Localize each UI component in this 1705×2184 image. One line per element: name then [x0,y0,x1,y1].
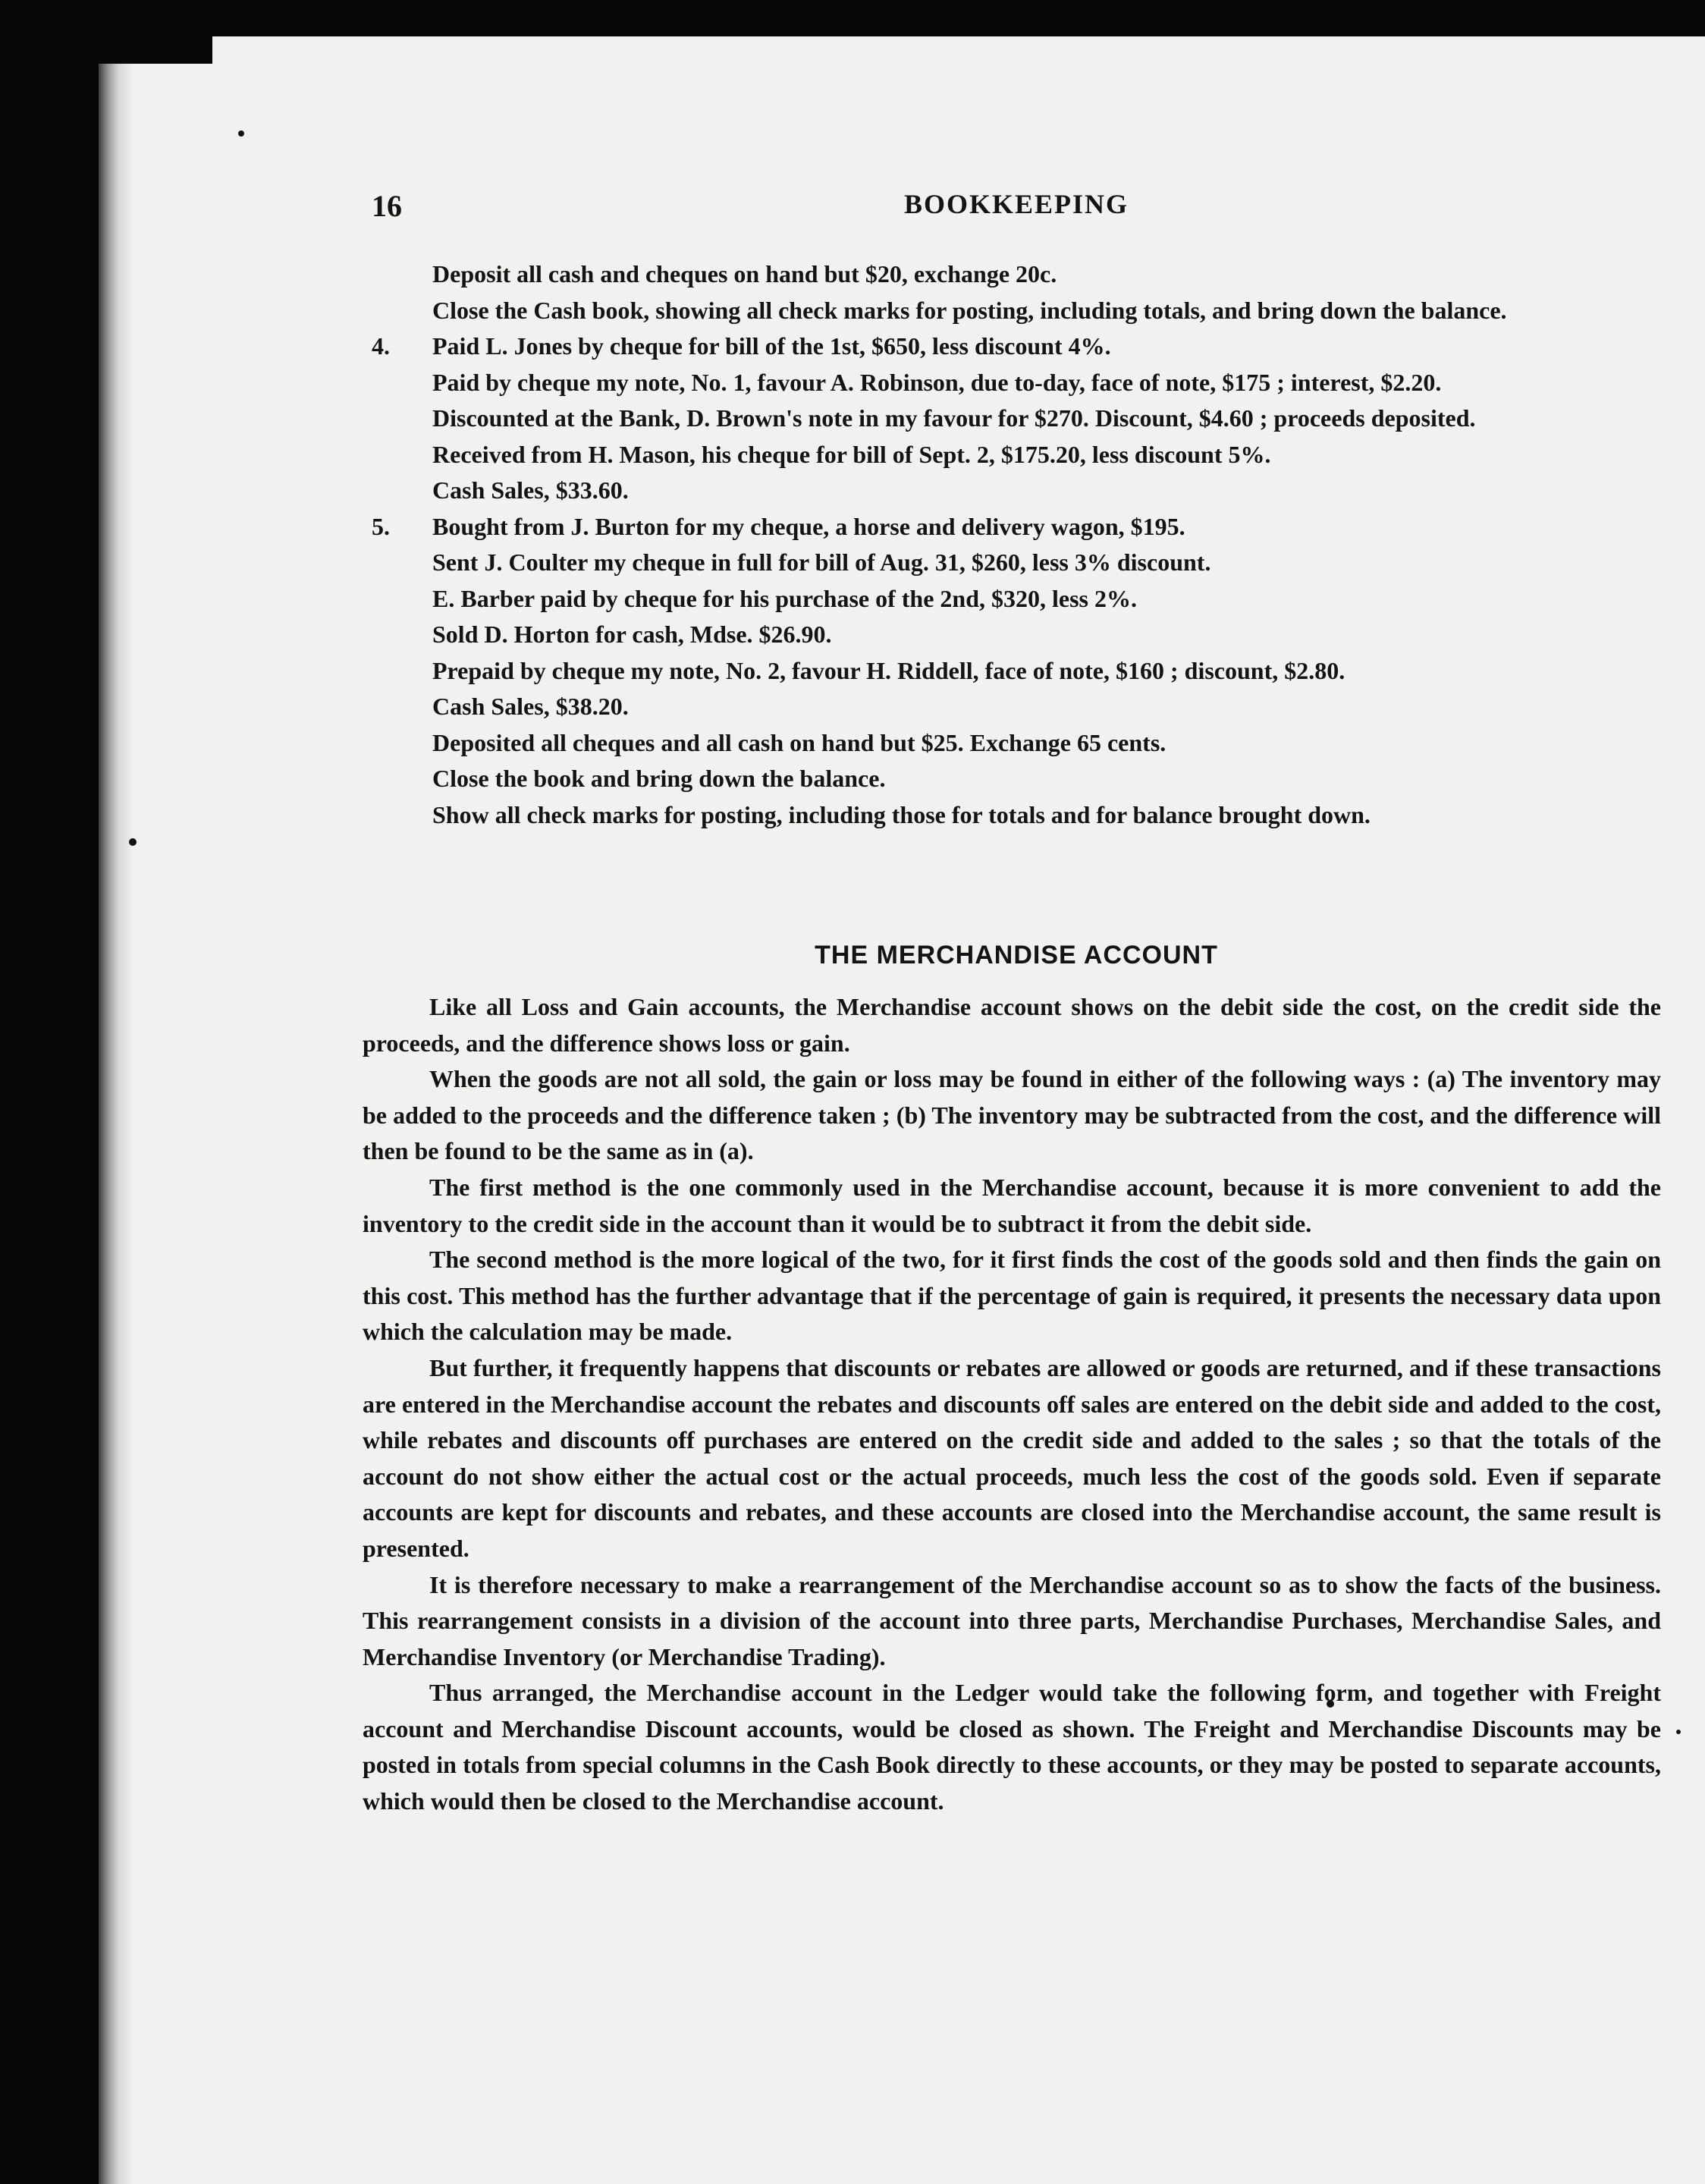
exercise-entries [372,256,1661,833]
exercise-line: Deposit all cash and cheques on hand but $20, exchange 20c. [432,260,1057,288]
page-number: 16 [372,189,402,223]
running-head: BOOKKEEPING [903,189,1129,219]
exercise-line: Prepaid by cheque my note, No. 2, favour H. Riddell, face of note, $160 ; discount, $2.80. [432,656,1345,684]
exercise-line: Cash Sales, $38.20. [432,693,629,720]
exercise-line: Show all check marks for posting, including those for totals and for balance brought down. [432,800,1371,828]
exercise-line: Sent J. Coulter my cheque in full for bill of Aug. 31, $260, less 3% discount. [432,548,1211,576]
exercise-line: Deposited all cheques and all cash on hand but $25. Exchange 65 cents. [432,728,1166,756]
page-header [372,188,1661,226]
day-number: 5. [372,512,390,540]
paragraph: Thus arranged, the Merchandise account in the Ledger would take the following form, and together with Freight account and Merchandise Discount accounts, would be closed as shown. The Freight and Merchandise Discounts may be posted in totals from special columns in the Cash Book directly to these accounts, or they may be posted to separate accounts, which would then be closed to the Merchandise account. [363,1679,1661,1815]
exercise-line: Bought from J. Burton for my cheque, a horse and delivery wagon, $195. [432,512,1185,540]
paragraph: It is therefore necessary to make a rearrangement of the Merchandise account so as to show the facts of the business. This rearrangement consists in a division of the account into three parts, Merchandise Purchases, Merchandise Sales, and Merchandise Inventory (or Merchandise Trading). [363,1570,1661,1670]
day-entry [372,328,1661,365]
paragraph: The second method is the more logical of the two, for it first finds the cost of the goods sold and then finds the gain on this cost. This method has the further advantage that if the percentage of gain is required, it presents the necessary data upon which the calculation may be made. [363,1246,1661,1346]
paragraph: When the goods are not all sold, the gain or loss may be found in either of the following ways : (a) The inventory may be added to the proceeds and the difference taken ; (b) The inventory may be subtracted from the cost, and the difference will then be found to be the same as in (a). [363,1065,1661,1165]
section-title: THE MERCHANDISE ACCOUNT [815,941,1218,969]
paragraph: Like all Loss and Gain accounts, the Merchandise account shows on the debit side the cost, on the credit side the proceeds, and the difference shows loss or gain. [363,993,1661,1057]
exercise-line: Paid L. Jones by cheque for bill of the 1st, $650, less discount 4%. [432,332,1111,360]
exercise-line: E. Barber paid by cheque for his purchase of the 2nd, $320, less 2%. [432,584,1137,612]
exercise-line: Close the book and bring down the balance. [432,765,886,792]
scan-speck [238,130,244,137]
day-entry [372,509,1661,545]
paragraph: But further, it frequently happens that discounts or rebates are allowed or goods are returned, and if these transactions are entered in the Merchandise account the rebates and discounts off sales are entered on the debit side and added to the cost, while rebates and discounts off purchases are entered on the credit side and added to the sales ; so that the totals of the account do not show either the actual cost or the actual proceeds, much less the cost of the goods sold. Even if separate accounts are kept for discounts and rebates, and these accounts are closed into the Merchandise account, the same result is presented. [363,1353,1661,1562]
exercise-line: Discounted at the Bank, D. Brown's note in my favour for $270. Discount, $4.60 ; proceeds deposited. [432,404,1476,432]
day-number: 4. [372,332,390,360]
scan-speck [129,838,137,846]
page-binding-edge [99,36,132,2184]
scan-speck [1676,1730,1681,1734]
exercise-line: Sold D. Horton for cash, Mdse. $26.90. [432,621,832,648]
scan-border [99,36,212,64]
section-body [363,989,1661,1820]
exercise-line: Received from H. Mason, his cheque for bill of Sept. 2, $175.20, less discount 5%. [432,440,1271,468]
exercise-line: Cash Sales, $33.60. [432,476,629,504]
exercise-line: Close the Cash book, showing all check marks for posting, including totals, and bring down the balance. [432,296,1507,324]
exercise-line: Paid by cheque my note, No. 1, favour A. Robinson, due to-day, face of note, $175 ; interest, $2.20. [432,368,1442,396]
paragraph: The first method is the one commonly used in the Merchandise account, because it is more convenient to add the inventory to the credit side in the account than it would be to subtract it from the debit side. [363,1173,1661,1237]
